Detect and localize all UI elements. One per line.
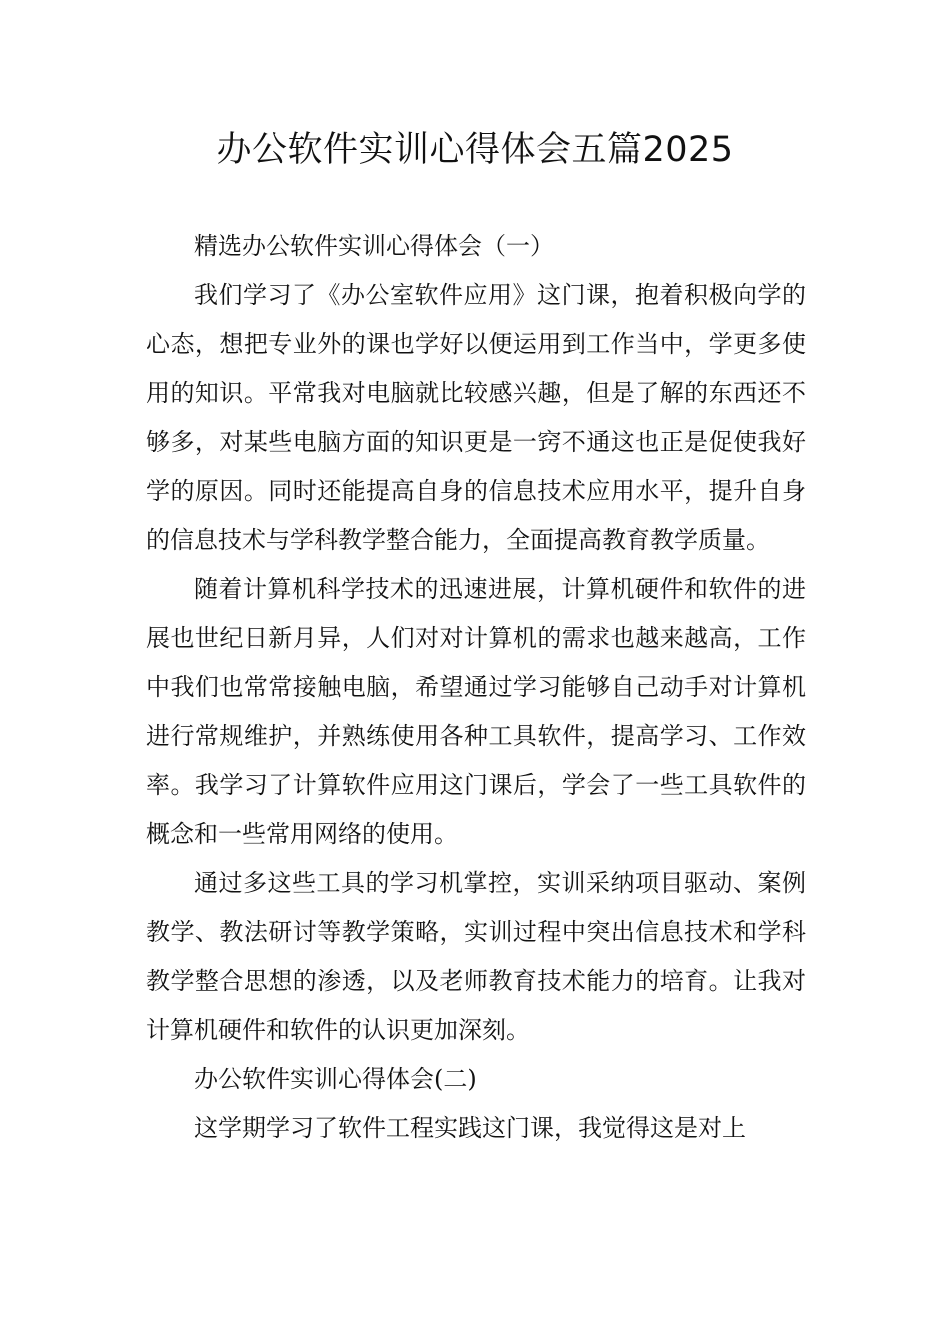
section-heading-1: 精选办公软件实训心得体会（一） [194,232,554,260]
document-title: 办公软件实训心得体会五篇2025 [216,130,734,170]
section-heading-2: 办公软件实训心得体会(二) [194,1065,477,1093]
paragraph: 通过多这些工具的学习机掌控，实训采纳项目驱动、案例教学、教法研讨等教学策略，实训过程中突出信息技术和学科教学整合思想的渗透，以及老师教育技术能力的培育。让我对计算机硬件和软件的认识更加深刻。 [146,869,806,1044]
paragraph: 我们学习了《办公室软件应用》这门课，抱着积极向学的心态，想把专业外的课也学好以便运用到工作当中，学更多使用的知识。平常我对电脑就比较感兴趣，但是了解的东西还不够多，对某些电脑方面的知识更是一窍不通这也正是促使我好学的原因。同时还能提高自身的信息技术应用水平，提升自身的信息技术与学科教学整合能力，全面提高教育教学质量。 [146,281,806,554]
paragraph: 随着计算机科学技术的迅速进展，计算机硬件和软件的进展也世纪日新月异，人们对对计算机的需求也越来越高，工作中我们也常常接触电脑，希望通过学习能够自己动手对计算机进行常规维护，并熟练使用各种工具软件，提高学习、工作效率。我学习了计算软件应用这门课后，学会了一些工具软件的概念和一些常用网络的使用。 [146,575,806,848]
document-body [146,222,806,1153]
paragraph: 这学期学习了软件工程实践这门课，我觉得这是对上 [194,1114,746,1142]
